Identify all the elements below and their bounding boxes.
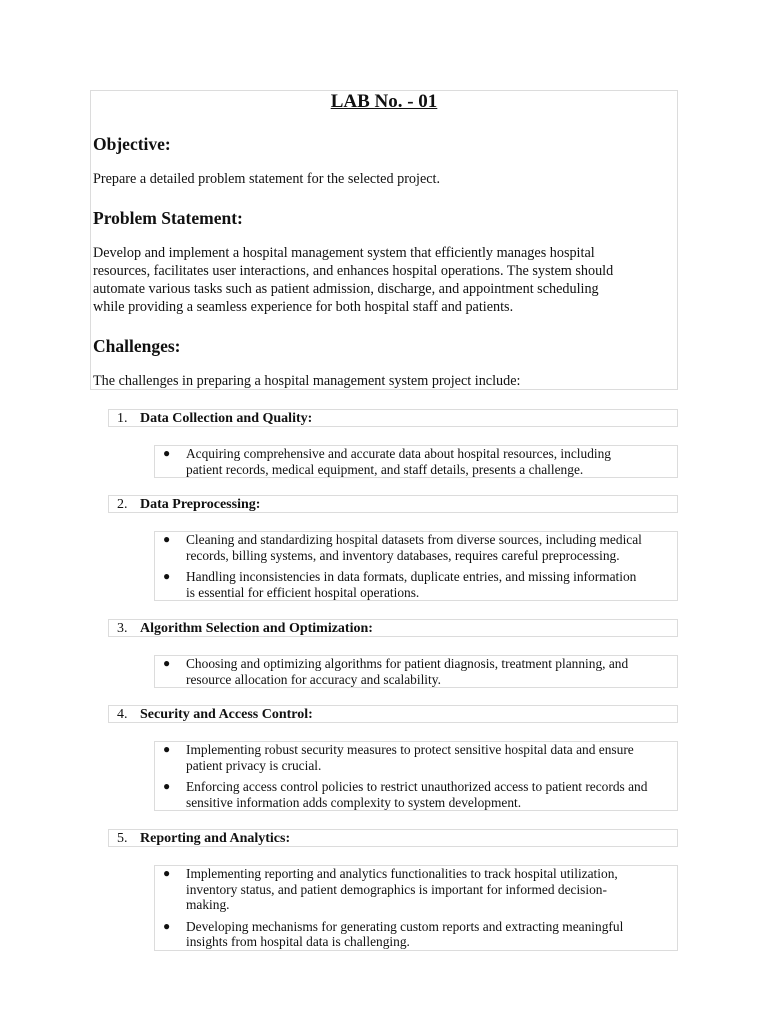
item-number: 5. [117, 831, 128, 846]
item-label: Data Preprocessing: [140, 497, 261, 512]
challenges-intro: The challenges in preparing a hospital management system project include: [93, 373, 521, 389]
objective-heading: Objective: [93, 134, 171, 154]
item-number: 1. [117, 411, 128, 426]
bullet-list-4 [154, 741, 678, 811]
problem-line: automate various tasks such as patient admission, discharge, and appointment scheduling [93, 281, 599, 297]
challenge-item-4 [108, 705, 678, 723]
list-item: ● Implementing robust security measures to protect sensitive hospital data and ensure patient privacy is crucial. [163, 742, 634, 773]
list-item: ● Choosing and optimizing algorithms for patient diagnosis, treatment planning, and resource allocation for accuracy and scalability. [163, 656, 629, 687]
bullet-icon: ● [163, 779, 171, 793]
item-number: 2. [117, 497, 128, 512]
objective-text: Prepare a detailed problem statement for the selected project. [93, 171, 441, 187]
item-label: Reporting and Analytics: [140, 831, 291, 846]
item-label: Data Collection and Quality: [140, 411, 313, 426]
problem-line: Develop and implement a hospital management system that efficiently manages hospital [93, 245, 595, 261]
bullet-icon: ● [163, 742, 171, 756]
list-item: ● Handling inconsistencies in data formats, duplicate entries, and missing information is essential for efficient hospital operations. [163, 569, 637, 600]
problem-line: resources, facilitates user interactions, and enhances hospital operations. The system should [93, 263, 614, 279]
bullet-icon: ● [163, 569, 171, 583]
item-label: Security and Access Control: [140, 707, 313, 722]
problem-heading: Problem Statement: [93, 208, 243, 228]
bullet-list-2 [154, 531, 678, 601]
challenge-item-2 [108, 495, 678, 513]
bullet-list-1 [154, 445, 678, 478]
item-number: 3. [117, 621, 128, 636]
page-title: LAB No. - 01 [330, 91, 438, 112]
bullet-icon: ● [163, 866, 171, 880]
bullet-icon: ● [163, 656, 171, 670]
bullet-icon: ● [163, 446, 171, 460]
item-number: 4. [117, 707, 128, 722]
list-item: ● Implementing reporting and analytics functionalities to track hospital utilization, inventory status, and patient demographics is important for informed decision- making. [163, 866, 618, 912]
list-item: ● Developing mechanisms for generating custom reports and extracting meaningful insights from hospital data is challenging. [163, 918, 624, 949]
challenge-item-3 [108, 619, 678, 637]
challenge-item-5 [108, 829, 678, 847]
bullet-icon: ● [163, 532, 171, 546]
challenge-item-1 [108, 409, 678, 427]
item-label: Algorithm Selection and Optimization: [140, 621, 373, 636]
list-item: ● Enforcing access control policies to restrict unauthorized access to patient records and sensitive information adds complexity to system development. [163, 779, 648, 810]
list-item: ● Acquiring comprehensive and accurate data about hospital resources, including patient records, medical equipment, and staff details, presents a challenge. [163, 446, 612, 477]
bullet-list-3 [154, 655, 678, 688]
list-item: ● Cleaning and standardizing hospital datasets from diverse sources, including medical records, billing systems, and inventory databases, requires careful preprocessing. [163, 532, 642, 563]
challenges-heading: Challenges: [93, 336, 181, 356]
problem-line: while providing a seamless experience for both hospital staff and patients. [93, 299, 514, 315]
bullet-list-5 [154, 865, 678, 951]
bullet-icon: ● [163, 918, 171, 933]
problem-text [93, 244, 673, 316]
